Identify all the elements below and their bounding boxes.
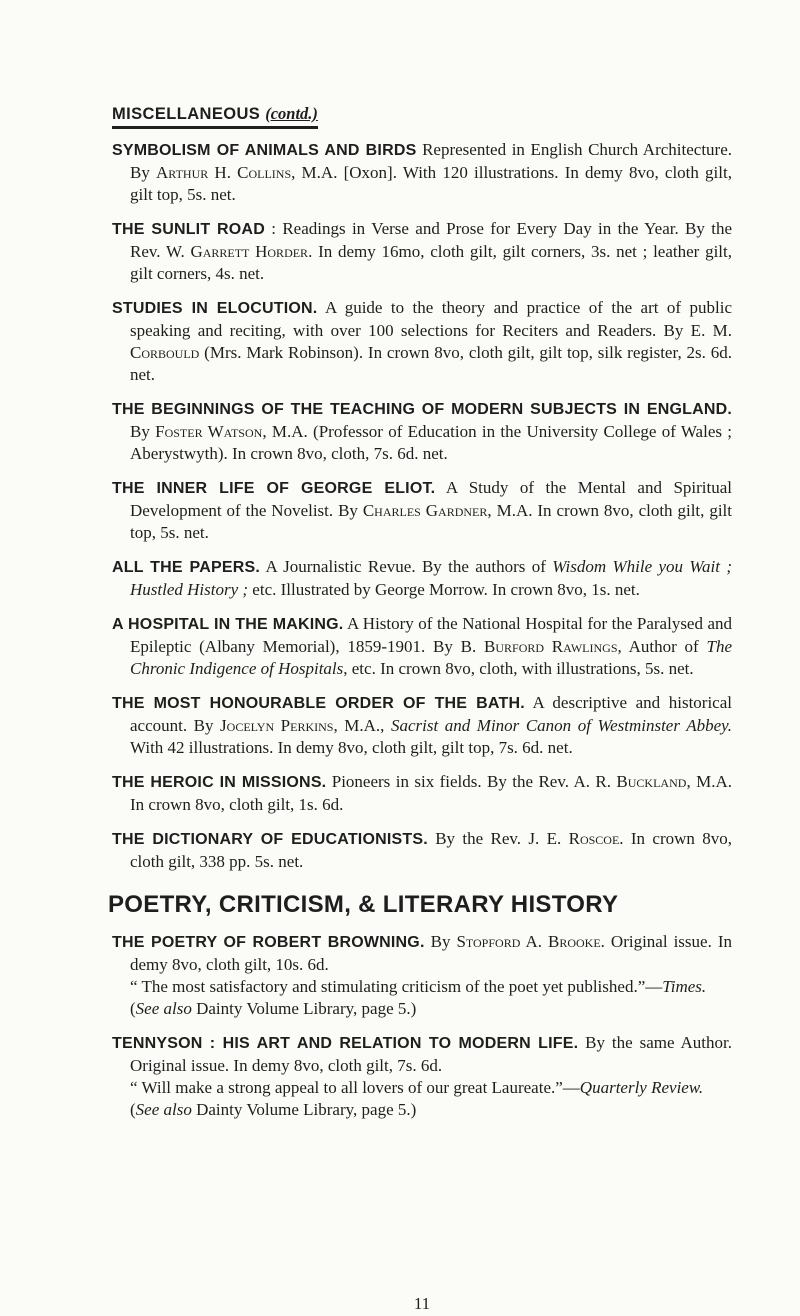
entry-text: By: [424, 932, 457, 951]
author-name: Stopford A. Brooke: [456, 932, 601, 951]
italic-text: Times.: [662, 977, 707, 996]
miscellaneous-entries: [112, 139, 732, 873]
entry-title: ALL THE PAPERS.: [112, 559, 261, 576]
author-name: Corbould: [130, 343, 200, 362]
author-name: Burford Rawlings: [484, 637, 618, 656]
italic-text: Wisdom While you Wait ; Hustled History ;: [130, 557, 732, 599]
entry-title: THE INNER LIFE OF GEORGE ELIOT.: [112, 480, 436, 497]
entry-text: By the same Author. Original issue. In demy 8vo, cloth gilt, 7s. 6d.: [130, 1033, 732, 1075]
catalogue-page: [108, 104, 733, 1313]
running-head-text: MISCELLANEOUS: [112, 105, 261, 123]
entry-text: A descriptive and historical account. By: [130, 693, 732, 735]
entry-text: Dainty Volume Library, page 5.): [191, 1100, 417, 1119]
catalogue-entry: [112, 297, 732, 386]
poetry-entries: [112, 931, 732, 1121]
entry-title: THE HEROIC IN MISSIONS.: [112, 774, 327, 791]
entry-text: : Readings in Verse and Prose for Every Day in the Year. By the Rev. W.: [130, 219, 732, 261]
catalogue-entry: [112, 613, 732, 680]
entry-text: . In crown 8vo, cloth gilt, 338 pp. 5s. net.: [130, 829, 732, 871]
entry-text: By: [130, 422, 156, 441]
entry-text: , etc. In crown 8vo, cloth, with illustrations, 5s. net.: [343, 659, 694, 678]
italic-text: The Chronic Indigence of Hospitals: [130, 637, 732, 678]
catalogue-entry: [112, 556, 732, 601]
running-head-contd: (contd.): [265, 104, 318, 123]
author-name: Arthur H. Collins: [156, 163, 292, 182]
italic-text: See also: [135, 1100, 192, 1119]
catalogue-entry: [112, 828, 732, 873]
entry-text: (: [130, 1100, 136, 1119]
running-head: [112, 104, 318, 129]
italic-text: Quarterly Review.: [579, 1078, 704, 1097]
entry-text: , M.A.,: [333, 716, 391, 735]
entry-text: “ Will make a strong appeal to all lovers of our great Laureate.”—: [130, 1078, 580, 1097]
author-name: Garrett Horder: [190, 242, 309, 261]
author-name: Foster Watson: [155, 422, 263, 441]
entry-text: , M.A. In crown 8vo, cloth gilt, gilt top, 5s. net.: [130, 501, 733, 542]
entry-text: A guide to the theory and practice of the art of public speaking and reciting, with over 100 selections for Reciters and Readers. By E. M.: [130, 298, 732, 340]
entry-text: Dainty Volume Library, page 5.): [191, 999, 417, 1018]
entry-text: A History of the National Hospital for the Paralysed and Epileptic (Albany Memorial), 1859-1901. By B.: [130, 614, 733, 656]
section-heading: POETRY, CRITICISM, & LITERARY HISTORY: [108, 891, 619, 918]
author-name: Charles Gardner: [362, 501, 488, 520]
entry-text: A Journalistic Revue. By the authors of: [260, 557, 553, 576]
author-name: Buckland: [616, 772, 687, 791]
entry-text: . Original issue. In demy 8vo, cloth gilt, 10s. 6d.: [130, 932, 732, 974]
catalogue-entry: [112, 771, 732, 816]
entry-text: (Mrs. Mark Robinson). In crown 8vo, cloth gilt, gilt top, silk register, 2s. 6d. net.: [130, 343, 732, 384]
catalogue-entry: [112, 931, 732, 1020]
italic-text: See also: [135, 999, 192, 1018]
catalogue-entry: [112, 139, 732, 206]
entry-title: THE BEGINNINGS OF THE TEACHING OF MODERN SUBJECTS IN ENGLAND.: [112, 401, 732, 418]
entry-text: By the Rev. J. E.: [427, 829, 569, 848]
entry-title: SYMBOLISM OF ANIMALS AND BIRDS: [112, 142, 417, 159]
entry-title: THE MOST HONOURABLE ORDER OF THE BATH.: [112, 695, 525, 712]
catalogue-entry: [112, 218, 732, 285]
entry-text: . In demy 16mo, cloth gilt, gilt corners, 3s. net ; leather gilt, gilt corners, 4s. net.: [130, 242, 732, 283]
catalogue-entry: [112, 477, 732, 544]
entry-title: A HOSPITAL IN THE MAKING.: [112, 616, 344, 633]
entry-text: “ The most satisfactory and stimulating criticism of the poet yet published.”—: [130, 977, 663, 996]
page-number: 11: [413, 1294, 431, 1313]
italic-text: Sacrist and Minor Canon of Westminster Abbey.: [390, 716, 732, 735]
entry-text: (: [130, 999, 136, 1018]
entry-title: TENNYSON : HIS ART AND RELATION TO MODERN LIFE.: [112, 1035, 579, 1052]
catalogue-entry: [112, 398, 732, 465]
entry-title: THE SUNLIT ROAD: [112, 221, 265, 238]
catalogue-entry: [112, 692, 732, 759]
entry-text: A Study of the Mental and Spiritual Development of the Novelist. By: [130, 478, 732, 520]
entry-title: STUDIES IN ELOCUTION.: [112, 300, 318, 317]
entry-text: With 42 illustrations. In demy 8vo, cloth gilt, gilt top, 7s. 6d. net.: [130, 738, 573, 757]
author-name: Roscoe: [568, 829, 620, 848]
author-name: Jocelyn Perkins: [220, 716, 334, 735]
entry-text: , M.A. (Professor of Education in the University College of Wales ; Aberystwyth). In crown 8vo, cloth, 7s. 6d. net.: [130, 422, 732, 463]
entry-text: Represented in English Church Architecture. By: [130, 140, 733, 182]
entry-title: THE POETRY OF ROBERT BROWNING.: [112, 934, 425, 951]
entry-text: , M.A. [Oxon]. With 120 illustrations. In demy 8vo, cloth gilt, gilt top, 5s. net.: [130, 163, 732, 204]
entry-text: etc. Illustrated by George Morrow. In crown 8vo, 1s. net.: [248, 580, 640, 599]
catalogue-entry: [112, 1032, 732, 1121]
entry-title: THE DICTIONARY OF EDUCATIONISTS.: [112, 831, 428, 848]
entry-text: , M.A. In crown 8vo, cloth gilt, 1s. 6d.: [130, 772, 732, 814]
entry-text: Pioneers in six fields. By the Rev. A. R.: [326, 772, 617, 791]
entry-text: , Author of: [617, 637, 707, 656]
